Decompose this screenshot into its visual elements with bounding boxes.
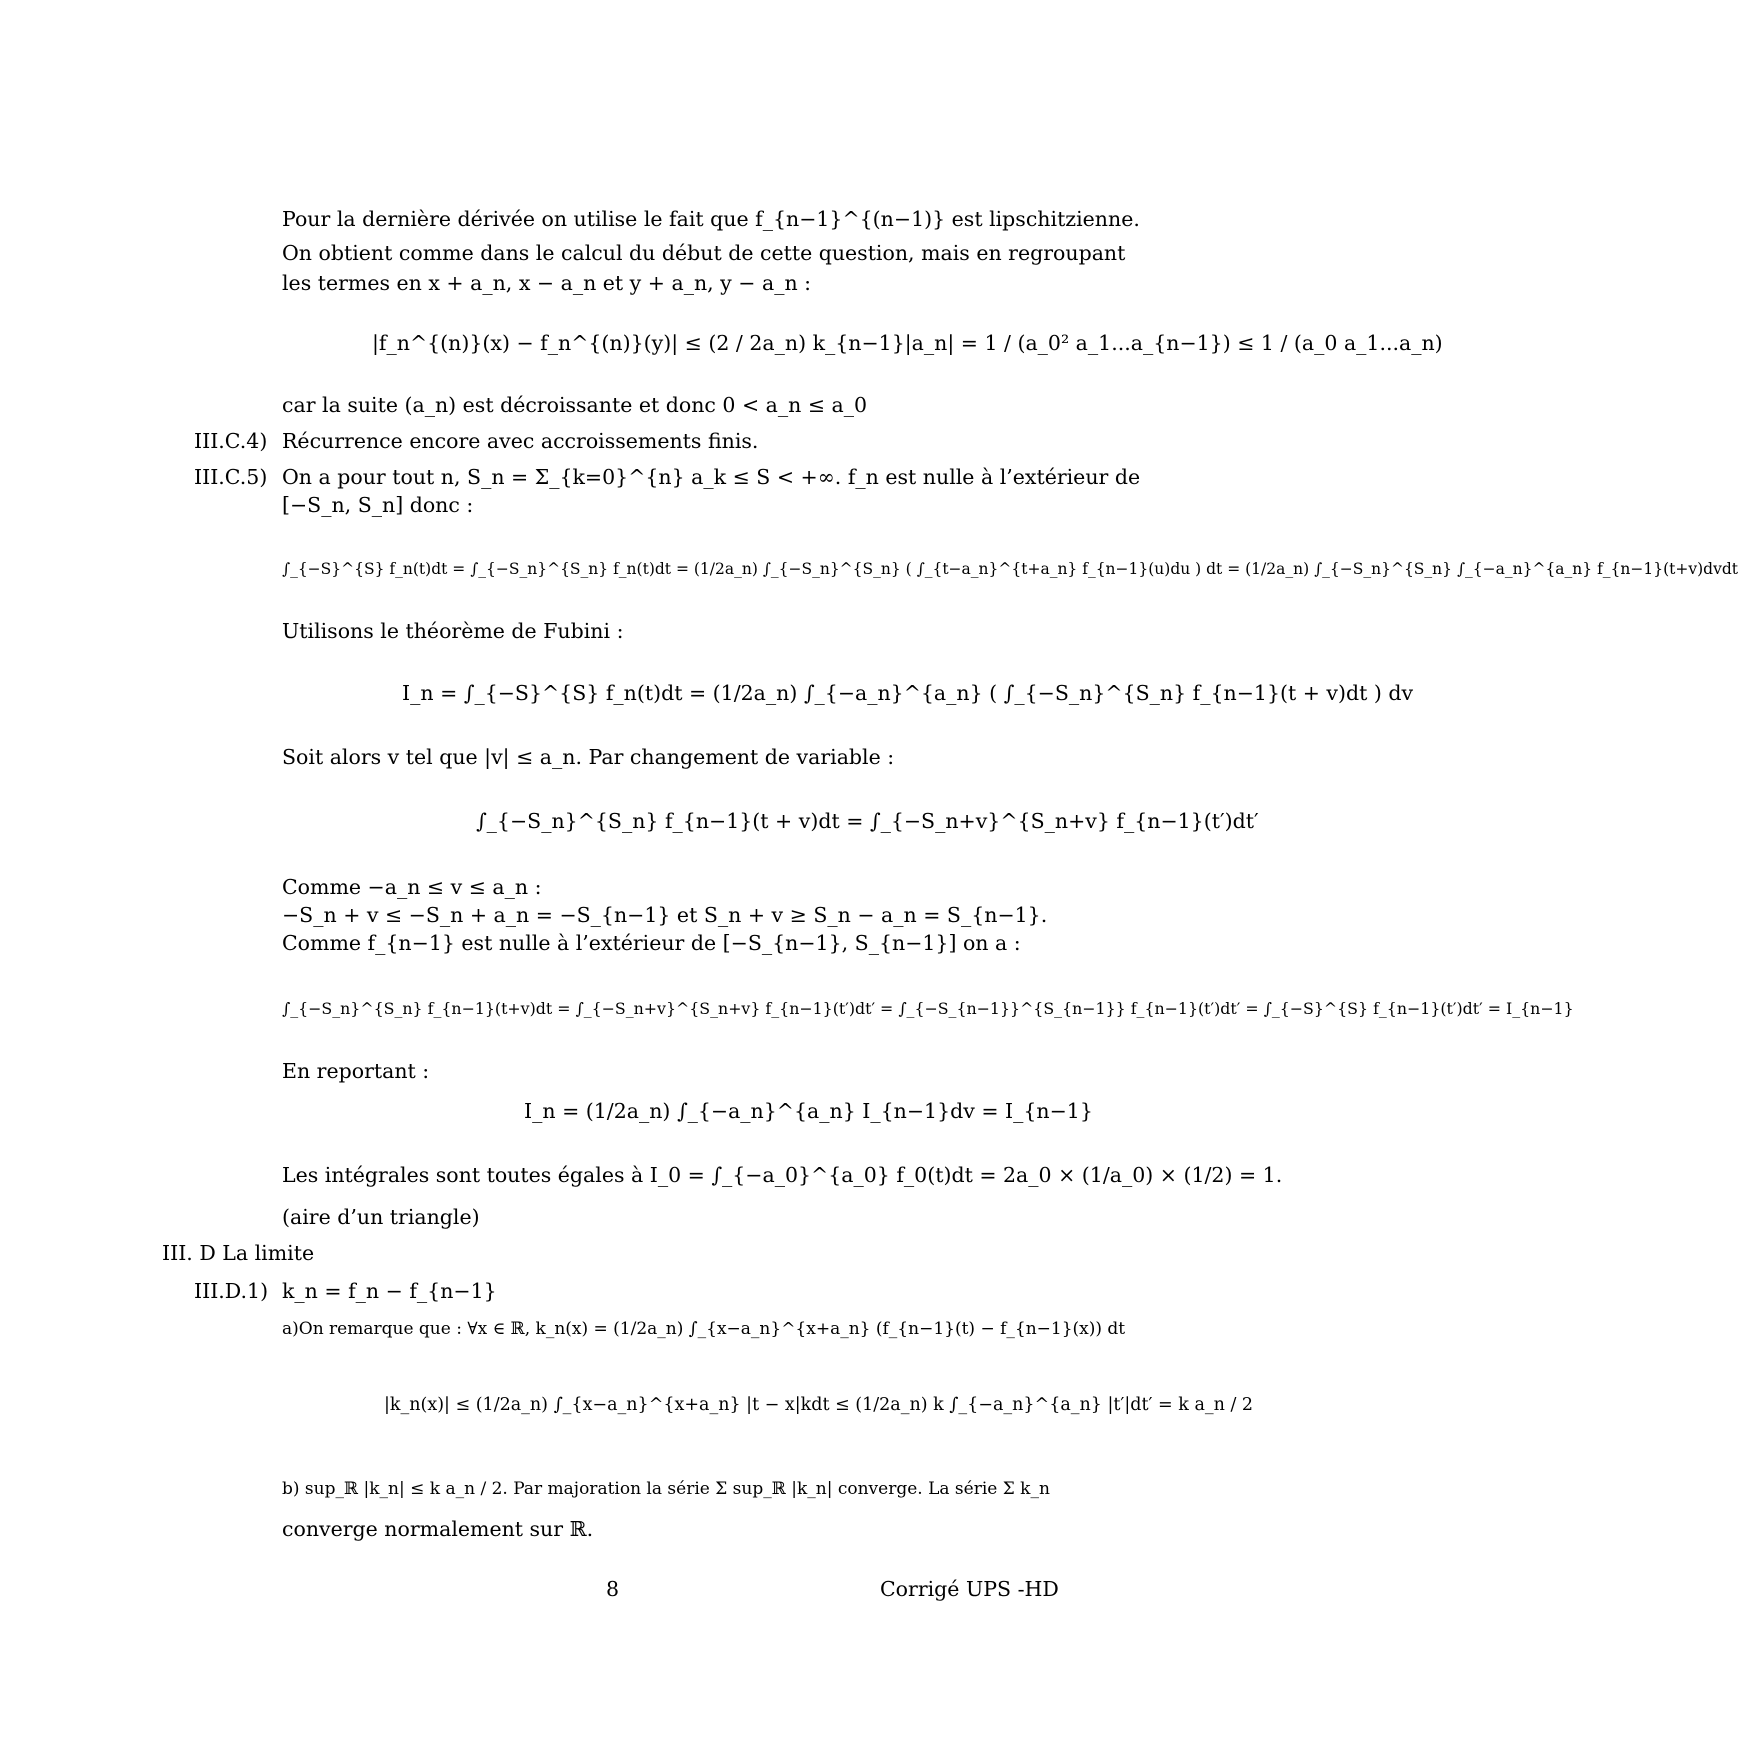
section-text-c4: Récurrence encore avec accroissements finis. <box>282 429 759 453</box>
equation-4: ∫_{−S_n}^{S_n} f_{n−1}(t + v)dt = ∫_{−S_n+v}^{S_n+v} f_{n−1}(t′)dt′ <box>476 809 1259 833</box>
section-text-d1: k_n = f_n − f_{n−1} <box>282 1279 497 1303</box>
section-label-c4: III.C.4) <box>194 429 268 453</box>
footer-source: Corrigé UPS -HD <box>880 1577 1059 1601</box>
equation-5: ∫_{−S_n}^{S_n} f_{n−1}(t+v)dt = ∫_{−S_n+v}^{S_n+v} f_{n−1}(t′)dt′ = ∫_{−S_{n−1}}^{S_{n−1}} f_{n−1}(t′)dt′ = ∫_{−S}^{S} f_{n−1}(t′)dt′ = I_{n−1} <box>282 999 1574 1018</box>
text-line: On obtient comme dans le calcul du début de cette question, mais en regroupant <box>282 241 1126 265</box>
text-line: converge normalement sur ℝ. <box>282 1517 594 1541</box>
text-line: a)On remarque que : ∀x ∈ ℝ, k_n(x) = (1/2a_n) ∫_{x−a_n}^{x+a_n} (f_{n−1}(t) − f_{n−1}(x)) dt <box>282 1319 1126 1339</box>
equation-7: |k_n(x)| ≤ (1/2a_n) ∫_{x−a_n}^{x+a_n} |t − x|kdt ≤ (1/2a_n) k ∫_{−a_n}^{a_n} |t′|dt′ = k a_n / 2 <box>384 1395 1254 1415</box>
text-line: Comme f_{n−1} est nulle à l’extérieur de [−S_{n−1}, S_{n−1}] on a : <box>282 931 1021 955</box>
text-line: [−S_n, S_n] donc : <box>282 493 474 517</box>
section-label-c5: III.C.5) <box>194 465 268 489</box>
text-line: −S_n + v ≤ −S_n + a_n = −S_{n−1} et S_n + v ≥ S_n − a_n = S_{n−1}. <box>282 903 1048 927</box>
text-line: Pour la dernière dérivée on utilise le fait que f_{n−1}^{(n−1)} est lipschitzienne. <box>282 207 1140 231</box>
section-label-d1: III.D.1) <box>194 1279 269 1303</box>
text-line: (aire d’un triangle) <box>282 1205 480 1229</box>
equation-3: I_n = ∫_{−S}^{S} f_n(t)dt = (1/2a_n) ∫_{−a_n}^{a_n} ( ∫_{−S_n}^{S_n} f_{n−1}(t + v)dt ) dv <box>402 681 1414 705</box>
text-line: les termes en x + a_n, x − a_n et y + a_n, y − a_n : <box>282 271 812 295</box>
text-line: Utilisons le théorème de Fubini : <box>282 619 624 643</box>
text-line: Comme −a_n ≤ v ≤ a_n : <box>282 875 542 899</box>
text-line: b) sup_ℝ |k_n| ≤ k a_n / 2. Par majoration la série Σ sup_ℝ |k_n| converge. La série Σ k_n <box>282 1479 1050 1499</box>
equation-6: I_n = (1/2a_n) ∫_{−a_n}^{a_n} I_{n−1}dv = I_{n−1} <box>524 1099 1093 1123</box>
section-title-d: III. D La limite <box>162 1241 315 1265</box>
equation-2: ∫_{−S}^{S} f_n(t)dt = ∫_{−S_n}^{S_n} f_n(t)dt = (1/2a_n) ∫_{−S_n}^{S_n} ( ∫_{t−a_n}^{t+a_n} f_{n−1}(u)du ) dt = (1/2a_n) ∫_{−S_n}^{S_n} ∫_{−a_n}^{a_n} f_{n−1}(t+v)dvdt <box>282 560 1738 578</box>
page-number: 8 <box>606 1577 620 1601</box>
section-text-c5: On a pour tout n, S_n = Σ_{k=0}^{n} a_k ≤ S < +∞. f_n est nulle à l’extérieur de <box>282 465 1141 489</box>
text-line: Soit alors v tel que |v| ≤ a_n. Par changement de variable : <box>282 745 895 769</box>
text-line: En reportant : <box>282 1059 430 1083</box>
equation-1: |f_n^{(n)}(x) − f_n^{(n)}(y)| ≤ (2 / 2a_n) k_{n−1}|a_n| = 1 / (a_0² a_1...a_{n−1}) ≤ 1 / (a_0 a_1...a_n) <box>372 331 1443 355</box>
text-line: Les intégrales sont toutes égales à I_0 = ∫_{−a_0}^{a_0} f_0(t)dt = 2a_0 × (1/a_0) × (1/2) = 1. <box>282 1163 1283 1187</box>
text-line: car la suite (a_n) est décroissante et donc 0 < a_n ≤ a_0 <box>282 393 868 417</box>
